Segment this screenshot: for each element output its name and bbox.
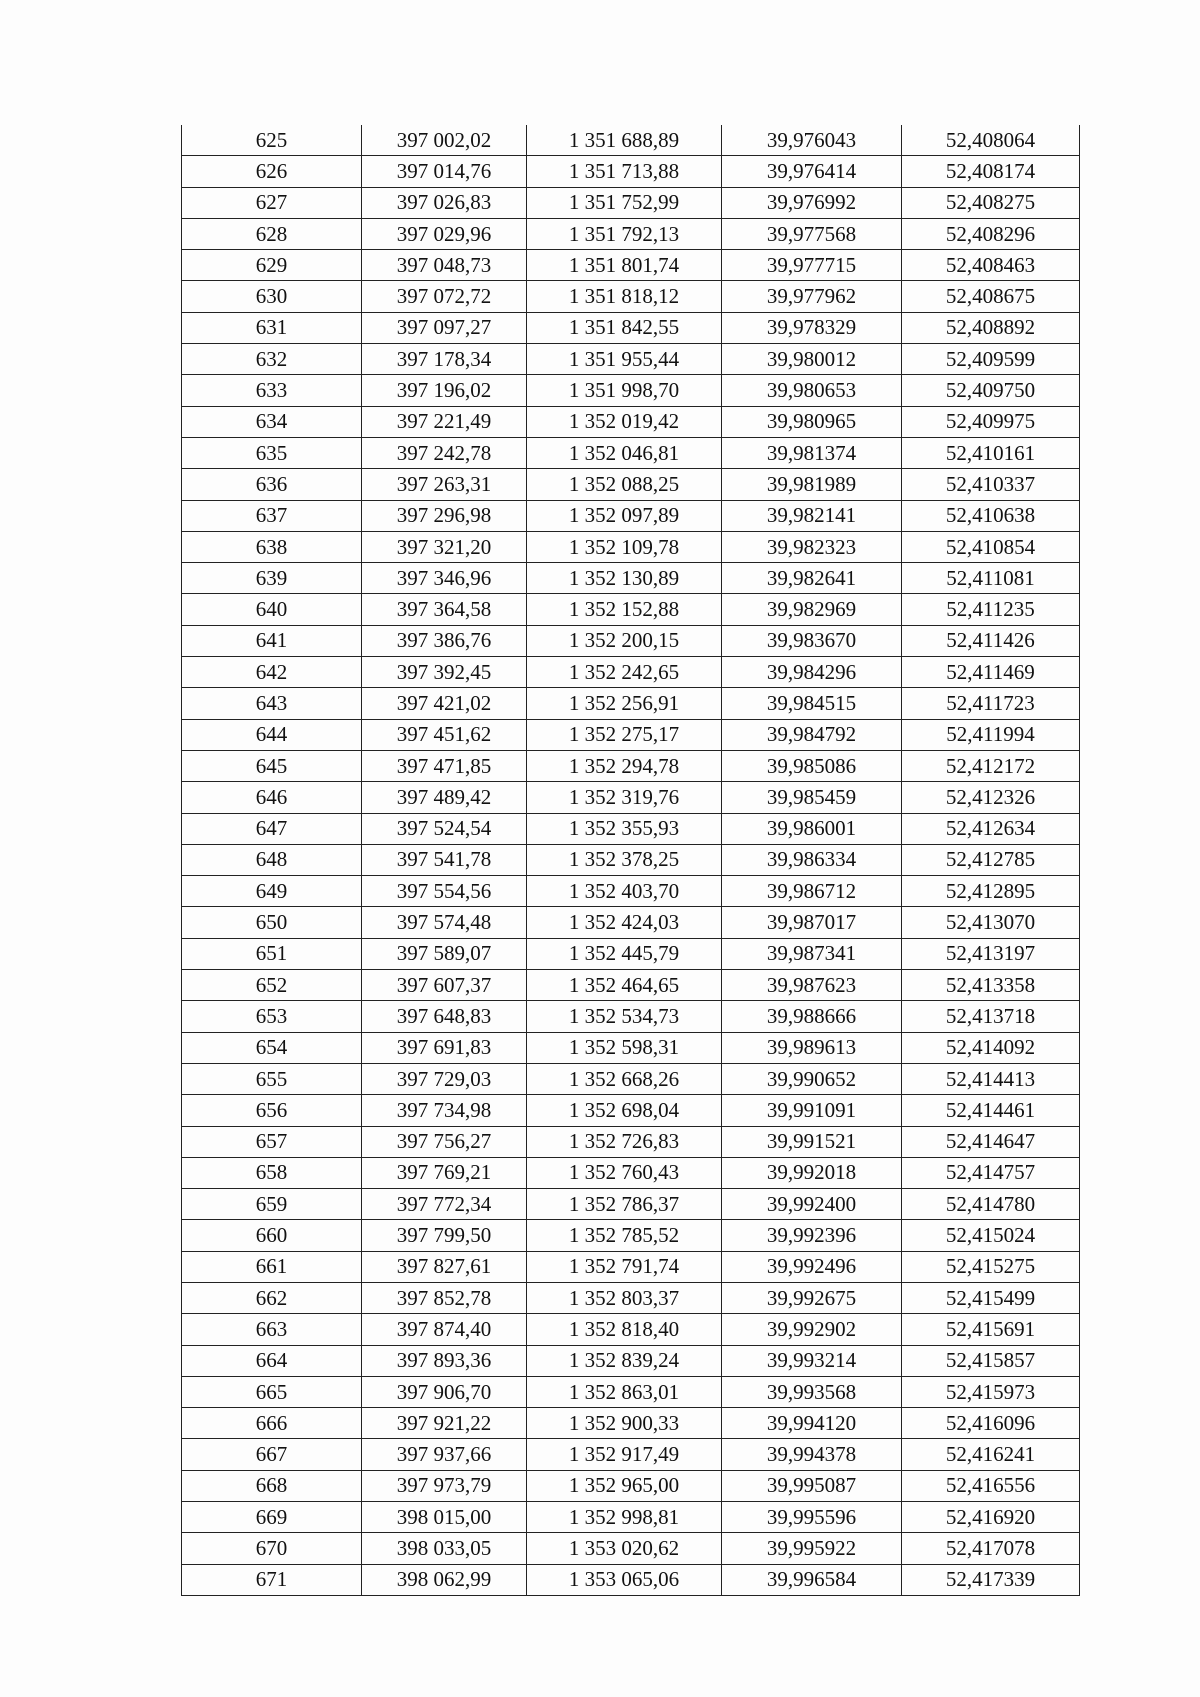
longitude-cell: 39,984792 xyxy=(722,719,902,750)
table-row xyxy=(182,1345,1080,1376)
x-coordinate-cell: 398 015,00 xyxy=(362,1502,527,1533)
table-row xyxy=(182,250,1080,281)
latitude-cell: 52,414461 xyxy=(902,1095,1080,1126)
y-coordinate-cell: 1 352 294,78 xyxy=(527,750,722,781)
longitude-cell: 39,995087 xyxy=(722,1470,902,1501)
table-row xyxy=(182,1502,1080,1533)
latitude-cell: 52,413070 xyxy=(902,907,1080,938)
longitude-cell: 39,985086 xyxy=(722,750,902,781)
longitude-cell: 39,992018 xyxy=(722,1157,902,1188)
longitude-cell: 39,989613 xyxy=(722,1032,902,1063)
x-coordinate-cell: 397 263,31 xyxy=(362,469,527,500)
table-row xyxy=(182,1001,1080,1032)
point-number-cell: 646 xyxy=(182,782,362,813)
x-coordinate-cell: 397 756,27 xyxy=(362,1126,527,1157)
longitude-cell: 39,991091 xyxy=(722,1095,902,1126)
table-row xyxy=(182,907,1080,938)
point-number-cell: 645 xyxy=(182,750,362,781)
table-row xyxy=(182,531,1080,562)
y-coordinate-cell: 1 352 355,93 xyxy=(527,813,722,844)
table-row xyxy=(182,156,1080,187)
longitude-cell: 39,980965 xyxy=(722,406,902,437)
x-coordinate-cell: 397 392,45 xyxy=(362,657,527,688)
table-row xyxy=(182,218,1080,249)
y-coordinate-cell: 1 352 424,03 xyxy=(527,907,722,938)
table-row xyxy=(182,1408,1080,1439)
point-number-cell: 638 xyxy=(182,531,362,562)
longitude-cell: 39,980653 xyxy=(722,375,902,406)
longitude-cell: 39,980012 xyxy=(722,344,902,375)
table-row xyxy=(182,1282,1080,1313)
latitude-cell: 52,411469 xyxy=(902,657,1080,688)
latitude-cell: 52,412172 xyxy=(902,750,1080,781)
latitude-cell: 52,408296 xyxy=(902,218,1080,249)
point-number-cell: 628 xyxy=(182,218,362,249)
longitude-cell: 39,981374 xyxy=(722,437,902,468)
x-coordinate-cell: 397 906,70 xyxy=(362,1376,527,1407)
longitude-cell: 39,991521 xyxy=(722,1126,902,1157)
x-coordinate-cell: 397 451,62 xyxy=(362,719,527,750)
latitude-cell: 52,412326 xyxy=(902,782,1080,813)
longitude-cell: 39,992396 xyxy=(722,1220,902,1251)
point-number-cell: 629 xyxy=(182,250,362,281)
latitude-cell: 52,411235 xyxy=(902,594,1080,625)
table-row xyxy=(182,344,1080,375)
longitude-cell: 39,993214 xyxy=(722,1345,902,1376)
latitude-cell: 52,408064 xyxy=(902,125,1080,156)
longitude-cell: 39,977962 xyxy=(722,281,902,312)
latitude-cell: 52,415499 xyxy=(902,1282,1080,1313)
point-number-cell: 626 xyxy=(182,156,362,187)
x-coordinate-cell: 397 937,66 xyxy=(362,1439,527,1470)
y-coordinate-cell: 1 352 403,70 xyxy=(527,876,722,907)
point-number-cell: 664 xyxy=(182,1345,362,1376)
table-row xyxy=(182,500,1080,531)
y-coordinate-cell: 1 352 109,78 xyxy=(527,531,722,562)
x-coordinate-cell: 397 242,78 xyxy=(362,437,527,468)
latitude-cell: 52,412785 xyxy=(902,844,1080,875)
y-coordinate-cell: 1 352 378,25 xyxy=(527,844,722,875)
point-number-cell: 665 xyxy=(182,1376,362,1407)
x-coordinate-cell: 397 026,83 xyxy=(362,187,527,218)
x-coordinate-cell: 397 524,54 xyxy=(362,813,527,844)
y-coordinate-cell: 1 352 275,17 xyxy=(527,719,722,750)
latitude-cell: 52,415024 xyxy=(902,1220,1080,1251)
x-coordinate-cell: 397 097,27 xyxy=(362,312,527,343)
longitude-cell: 39,987017 xyxy=(722,907,902,938)
latitude-cell: 52,412895 xyxy=(902,876,1080,907)
latitude-cell: 52,416096 xyxy=(902,1408,1080,1439)
x-coordinate-cell: 397 734,98 xyxy=(362,1095,527,1126)
latitude-cell: 52,414647 xyxy=(902,1126,1080,1157)
longitude-cell: 39,983670 xyxy=(722,625,902,656)
table-row xyxy=(182,1032,1080,1063)
point-number-cell: 650 xyxy=(182,907,362,938)
table-row xyxy=(182,1189,1080,1220)
table-row xyxy=(182,312,1080,343)
point-number-cell: 636 xyxy=(182,469,362,500)
x-coordinate-cell: 397 827,61 xyxy=(362,1251,527,1282)
latitude-cell: 52,410161 xyxy=(902,437,1080,468)
latitude-cell: 52,408174 xyxy=(902,156,1080,187)
x-coordinate-cell: 397 048,73 xyxy=(362,250,527,281)
y-coordinate-cell: 1 352 319,76 xyxy=(527,782,722,813)
table-row xyxy=(182,594,1080,625)
point-number-cell: 655 xyxy=(182,1063,362,1094)
point-number-cell: 644 xyxy=(182,719,362,750)
y-coordinate-cell: 1 352 088,25 xyxy=(527,469,722,500)
y-coordinate-cell: 1 352 863,01 xyxy=(527,1376,722,1407)
x-coordinate-cell: 397 072,72 xyxy=(362,281,527,312)
longitude-cell: 39,994378 xyxy=(722,1439,902,1470)
latitude-cell: 52,411994 xyxy=(902,719,1080,750)
x-coordinate-cell: 397 346,96 xyxy=(362,563,527,594)
point-number-cell: 651 xyxy=(182,938,362,969)
y-coordinate-cell: 1 351 842,55 xyxy=(527,312,722,343)
latitude-cell: 52,410854 xyxy=(902,531,1080,562)
y-coordinate-cell: 1 352 130,89 xyxy=(527,563,722,594)
coordinates-table-body xyxy=(182,125,1080,1595)
x-coordinate-cell: 397 196,02 xyxy=(362,375,527,406)
point-number-cell: 652 xyxy=(182,970,362,1001)
point-number-cell: 657 xyxy=(182,1126,362,1157)
longitude-cell: 39,986334 xyxy=(722,844,902,875)
y-coordinate-cell: 1 353 020,62 xyxy=(527,1533,722,1564)
longitude-cell: 39,987341 xyxy=(722,938,902,969)
point-number-cell: 633 xyxy=(182,375,362,406)
y-coordinate-cell: 1 352 534,73 xyxy=(527,1001,722,1032)
longitude-cell: 39,987623 xyxy=(722,970,902,1001)
point-number-cell: 625 xyxy=(182,125,362,156)
longitude-cell: 39,994120 xyxy=(722,1408,902,1439)
x-coordinate-cell: 397 386,76 xyxy=(362,625,527,656)
x-coordinate-cell: 397 574,48 xyxy=(362,907,527,938)
x-coordinate-cell: 398 033,05 xyxy=(362,1533,527,1564)
point-number-cell: 669 xyxy=(182,1502,362,1533)
latitude-cell: 52,415857 xyxy=(902,1345,1080,1376)
longitude-cell: 39,976992 xyxy=(722,187,902,218)
y-coordinate-cell: 1 352 668,26 xyxy=(527,1063,722,1094)
latitude-cell: 52,408675 xyxy=(902,281,1080,312)
x-coordinate-cell: 397 014,76 xyxy=(362,156,527,187)
table-row xyxy=(182,938,1080,969)
table-row xyxy=(182,125,1080,156)
y-coordinate-cell: 1 352 726,83 xyxy=(527,1126,722,1157)
x-coordinate-cell: 397 973,79 xyxy=(362,1470,527,1501)
latitude-cell: 52,414092 xyxy=(902,1032,1080,1063)
x-coordinate-cell: 397 799,50 xyxy=(362,1220,527,1251)
point-number-cell: 643 xyxy=(182,688,362,719)
y-coordinate-cell: 1 352 917,49 xyxy=(527,1439,722,1470)
table-row xyxy=(182,625,1080,656)
latitude-cell: 52,415973 xyxy=(902,1376,1080,1407)
y-coordinate-cell: 1 352 598,31 xyxy=(527,1032,722,1063)
x-coordinate-cell: 397 893,36 xyxy=(362,1345,527,1376)
y-coordinate-cell: 1 352 760,43 xyxy=(527,1157,722,1188)
x-coordinate-cell: 397 029,96 xyxy=(362,218,527,249)
table-row xyxy=(182,1251,1080,1282)
point-number-cell: 671 xyxy=(182,1564,362,1595)
x-coordinate-cell: 397 421,02 xyxy=(362,688,527,719)
latitude-cell: 52,410337 xyxy=(902,469,1080,500)
point-number-cell: 640 xyxy=(182,594,362,625)
longitude-cell: 39,984515 xyxy=(722,688,902,719)
table-row xyxy=(182,1126,1080,1157)
table-row xyxy=(182,688,1080,719)
y-coordinate-cell: 1 352 256,91 xyxy=(527,688,722,719)
point-number-cell: 631 xyxy=(182,312,362,343)
latitude-cell: 52,416920 xyxy=(902,1502,1080,1533)
table-row xyxy=(182,1376,1080,1407)
point-number-cell: 666 xyxy=(182,1408,362,1439)
x-coordinate-cell: 397 852,78 xyxy=(362,1282,527,1313)
latitude-cell: 52,409975 xyxy=(902,406,1080,437)
x-coordinate-cell: 397 321,20 xyxy=(362,531,527,562)
x-coordinate-cell: 397 554,56 xyxy=(362,876,527,907)
x-coordinate-cell: 397 541,78 xyxy=(362,844,527,875)
table-row xyxy=(182,750,1080,781)
latitude-cell: 52,413358 xyxy=(902,970,1080,1001)
x-coordinate-cell: 397 729,03 xyxy=(362,1063,527,1094)
longitude-cell: 39,978329 xyxy=(722,312,902,343)
table-row xyxy=(182,1439,1080,1470)
y-coordinate-cell: 1 352 786,37 xyxy=(527,1189,722,1220)
table-row xyxy=(182,876,1080,907)
longitude-cell: 39,996584 xyxy=(722,1564,902,1595)
latitude-cell: 52,417339 xyxy=(902,1564,1080,1595)
y-coordinate-cell: 1 351 801,74 xyxy=(527,250,722,281)
x-coordinate-cell: 397 589,07 xyxy=(362,938,527,969)
x-coordinate-cell: 397 691,83 xyxy=(362,1032,527,1063)
longitude-cell: 39,995922 xyxy=(722,1533,902,1564)
y-coordinate-cell: 1 352 791,74 xyxy=(527,1251,722,1282)
x-coordinate-cell: 397 296,98 xyxy=(362,500,527,531)
longitude-cell: 39,992902 xyxy=(722,1314,902,1345)
table-row xyxy=(182,187,1080,218)
table-row xyxy=(182,1314,1080,1345)
table-row xyxy=(182,375,1080,406)
y-coordinate-cell: 1 352 445,79 xyxy=(527,938,722,969)
x-coordinate-cell: 397 178,34 xyxy=(362,344,527,375)
table-row xyxy=(182,970,1080,1001)
point-number-cell: 634 xyxy=(182,406,362,437)
table-row xyxy=(182,1063,1080,1094)
table-row xyxy=(182,1157,1080,1188)
table-row xyxy=(182,469,1080,500)
longitude-cell: 39,992675 xyxy=(722,1282,902,1313)
latitude-cell: 52,413718 xyxy=(902,1001,1080,1032)
point-number-cell: 632 xyxy=(182,344,362,375)
latitude-cell: 52,412634 xyxy=(902,813,1080,844)
x-coordinate-cell: 397 874,40 xyxy=(362,1314,527,1345)
table-row xyxy=(182,406,1080,437)
longitude-cell: 39,981989 xyxy=(722,469,902,500)
y-coordinate-cell: 1 352 803,37 xyxy=(527,1282,722,1313)
y-coordinate-cell: 1 351 792,13 xyxy=(527,218,722,249)
y-coordinate-cell: 1 351 752,99 xyxy=(527,187,722,218)
table-row xyxy=(182,1564,1080,1595)
latitude-cell: 52,411723 xyxy=(902,688,1080,719)
y-coordinate-cell: 1 352 698,04 xyxy=(527,1095,722,1126)
y-coordinate-cell: 1 351 818,12 xyxy=(527,281,722,312)
point-number-cell: 654 xyxy=(182,1032,362,1063)
longitude-cell: 39,982141 xyxy=(722,500,902,531)
latitude-cell: 52,415275 xyxy=(902,1251,1080,1282)
x-coordinate-cell: 397 921,22 xyxy=(362,1408,527,1439)
y-coordinate-cell: 1 352 900,33 xyxy=(527,1408,722,1439)
y-coordinate-cell: 1 352 152,88 xyxy=(527,594,722,625)
longitude-cell: 39,995596 xyxy=(722,1502,902,1533)
table-row xyxy=(182,1095,1080,1126)
longitude-cell: 39,977715 xyxy=(722,250,902,281)
y-coordinate-cell: 1 352 097,89 xyxy=(527,500,722,531)
table-row xyxy=(182,657,1080,688)
latitude-cell: 52,409750 xyxy=(902,375,1080,406)
point-number-cell: 658 xyxy=(182,1157,362,1188)
point-number-cell: 656 xyxy=(182,1095,362,1126)
longitude-cell: 39,976414 xyxy=(722,156,902,187)
point-number-cell: 639 xyxy=(182,563,362,594)
y-coordinate-cell: 1 352 998,81 xyxy=(527,1502,722,1533)
x-coordinate-cell: 397 221,49 xyxy=(362,406,527,437)
table-row xyxy=(182,1470,1080,1501)
longitude-cell: 39,976043 xyxy=(722,125,902,156)
point-number-cell: 637 xyxy=(182,500,362,531)
latitude-cell: 52,416241 xyxy=(902,1439,1080,1470)
table-row xyxy=(182,281,1080,312)
point-number-cell: 647 xyxy=(182,813,362,844)
table-row xyxy=(182,1220,1080,1251)
x-coordinate-cell: 397 769,21 xyxy=(362,1157,527,1188)
latitude-cell: 52,411426 xyxy=(902,625,1080,656)
y-coordinate-cell: 1 352 046,81 xyxy=(527,437,722,468)
point-number-cell: 661 xyxy=(182,1251,362,1282)
longitude-cell: 39,992496 xyxy=(722,1251,902,1282)
point-number-cell: 660 xyxy=(182,1220,362,1251)
longitude-cell: 39,982969 xyxy=(722,594,902,625)
point-number-cell: 663 xyxy=(182,1314,362,1345)
latitude-cell: 52,408275 xyxy=(902,187,1080,218)
longitude-cell: 39,982641 xyxy=(722,563,902,594)
latitude-cell: 52,415691 xyxy=(902,1314,1080,1345)
point-number-cell: 630 xyxy=(182,281,362,312)
x-coordinate-cell: 397 364,58 xyxy=(362,594,527,625)
point-number-cell: 648 xyxy=(182,844,362,875)
longitude-cell: 39,977568 xyxy=(722,218,902,249)
latitude-cell: 52,416556 xyxy=(902,1470,1080,1501)
point-number-cell: 659 xyxy=(182,1189,362,1220)
longitude-cell: 39,993568 xyxy=(722,1376,902,1407)
y-coordinate-cell: 1 352 464,65 xyxy=(527,970,722,1001)
longitude-cell: 39,985459 xyxy=(722,782,902,813)
coordinates-table xyxy=(181,125,1080,1596)
latitude-cell: 52,413197 xyxy=(902,938,1080,969)
y-coordinate-cell: 1 351 955,44 xyxy=(527,344,722,375)
y-coordinate-cell: 1 352 019,42 xyxy=(527,406,722,437)
table-row xyxy=(182,782,1080,813)
x-coordinate-cell: 397 471,85 xyxy=(362,750,527,781)
longitude-cell: 39,988666 xyxy=(722,1001,902,1032)
point-number-cell: 635 xyxy=(182,437,362,468)
latitude-cell: 52,417078 xyxy=(902,1533,1080,1564)
point-number-cell: 667 xyxy=(182,1439,362,1470)
y-coordinate-cell: 1 351 713,88 xyxy=(527,156,722,187)
longitude-cell: 39,992400 xyxy=(722,1189,902,1220)
x-coordinate-cell: 398 062,99 xyxy=(362,1564,527,1595)
point-number-cell: 668 xyxy=(182,1470,362,1501)
latitude-cell: 52,414757 xyxy=(902,1157,1080,1188)
longitude-cell: 39,982323 xyxy=(722,531,902,562)
longitude-cell: 39,984296 xyxy=(722,657,902,688)
y-coordinate-cell: 1 352 965,00 xyxy=(527,1470,722,1501)
longitude-cell: 39,986001 xyxy=(722,813,902,844)
x-coordinate-cell: 397 607,37 xyxy=(362,970,527,1001)
y-coordinate-cell: 1 352 818,40 xyxy=(527,1314,722,1345)
latitude-cell: 52,410638 xyxy=(902,500,1080,531)
table-row xyxy=(182,844,1080,875)
y-coordinate-cell: 1 353 065,06 xyxy=(527,1564,722,1595)
latitude-cell: 52,408463 xyxy=(902,250,1080,281)
point-number-cell: 670 xyxy=(182,1533,362,1564)
y-coordinate-cell: 1 352 839,24 xyxy=(527,1345,722,1376)
table-row xyxy=(182,813,1080,844)
latitude-cell: 52,411081 xyxy=(902,563,1080,594)
latitude-cell: 52,414780 xyxy=(902,1189,1080,1220)
point-number-cell: 642 xyxy=(182,657,362,688)
point-number-cell: 653 xyxy=(182,1001,362,1032)
point-number-cell: 662 xyxy=(182,1282,362,1313)
latitude-cell: 52,408892 xyxy=(902,312,1080,343)
longitude-cell: 39,990652 xyxy=(722,1063,902,1094)
longitude-cell: 39,986712 xyxy=(722,876,902,907)
y-coordinate-cell: 1 352 785,52 xyxy=(527,1220,722,1251)
point-number-cell: 641 xyxy=(182,625,362,656)
table-row xyxy=(182,563,1080,594)
x-coordinate-cell: 397 489,42 xyxy=(362,782,527,813)
point-number-cell: 649 xyxy=(182,876,362,907)
latitude-cell: 52,414413 xyxy=(902,1063,1080,1094)
latitude-cell: 52,409599 xyxy=(902,344,1080,375)
x-coordinate-cell: 397 002,02 xyxy=(362,125,527,156)
y-coordinate-cell: 1 352 242,65 xyxy=(527,657,722,688)
x-coordinate-cell: 397 772,34 xyxy=(362,1189,527,1220)
y-coordinate-cell: 1 351 998,70 xyxy=(527,375,722,406)
table-row xyxy=(182,1533,1080,1564)
y-coordinate-cell: 1 352 200,15 xyxy=(527,625,722,656)
point-number-cell: 627 xyxy=(182,187,362,218)
table-row xyxy=(182,437,1080,468)
x-coordinate-cell: 397 648,83 xyxy=(362,1001,527,1032)
y-coordinate-cell: 1 351 688,89 xyxy=(527,125,722,156)
table-row xyxy=(182,719,1080,750)
